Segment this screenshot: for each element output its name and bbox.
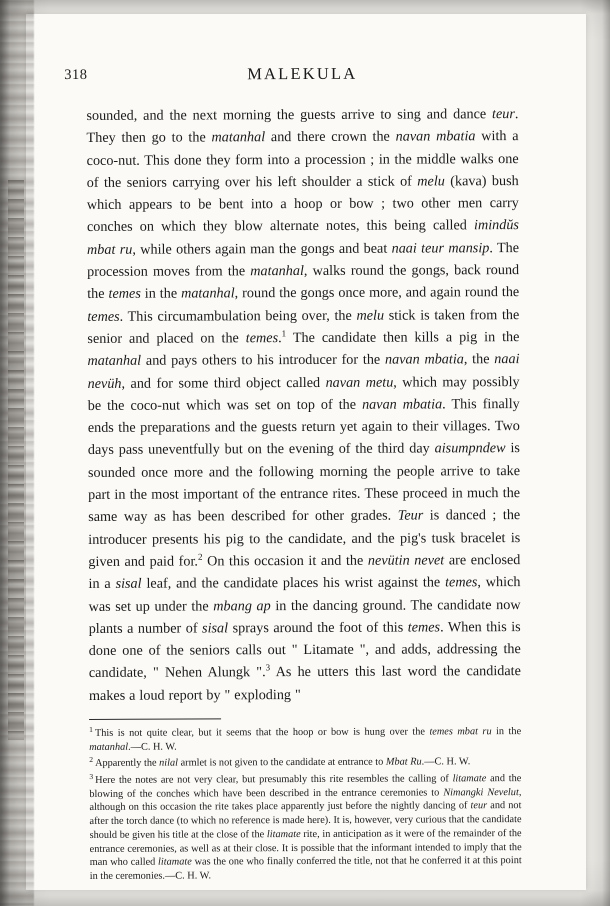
footnote-divider [89,718,221,720]
body-paragraph: sounded, and the next morning the guests arrive to sing and dance teur. They then go to the matanhal and there crown the navan mbatia with a coco-nut. This done they form into a procession ; in the middle walks one of the seniors carrying over his left shoulder a stick of melu (kava) bush which appears to be bent into a hoop or bow ; two other men carry conches on which they blow alternate notes, this being called imindŭs mbat ru, while others again man the gongs and beat naai teur mansip. The procession moves from the matanhal, walks round the gongs, back round the temes in the matanhal, round the gongs once more, and again round the temes. This circumambulation being over, the melu stick is taken from the senior and placed on the temes.$^1$ The candidate then kills a pig in the matanhal and pays others to his introducer for the navan mbatia, the naai nevüh, and for some third object called navan metu, which may possibly be the coco-nut which was set on top of the navan mbatia. This finally ends the preparations and the guests return yet again to their villages. Two days pass uneventfully but on the evening of the third day aisumpndew is sounded once more and the following morning the people arrive to take part in the most important of the entrance rites. These proceed in much the same way as has been described for other grades. Teur is danced ; the introducer presents his pig to the candidate, and the pig's tusk bracelet is given and paid for.$^2$ On this occasion it and the nevütin nevet are enclosed in a sisal leaf, and the candidate places his wrist against the temes, which was set up under the mbang ap in the dancing ground. The candidate now plants a number of sisal sprays around the foot of this temes. When this is done one of the seniors calls out " Litamate ", and adds, addressing the candidate, " Nehen Alungk ".$^3$ As he utters this last word the candidate makes a loud report by " exploding " [86,106,521,704]
page-header [64,59,518,95]
footnote-text: Here the notes are not very clear, but presumably this rite resembles the calling of litamate and the blowing of the conches which have been described in the entrance ceremonies to Nimangki Nevelut, although on this occasion the rite takes place apparently just before the nightly dancing of teur and not after the torch dance (to which no reference is made here). It is, however, very curious that the candidate should be given his title at the close of the litamate rite, in anticipation as it were of the remainder of the entrance ceremonies, as well as at their close. It is possible that the informant intended to imply that the man who called litamate was the one who finally conferred the title, not that he conferred it at this point in the ceremonies.—C. H. W. [89,773,522,882]
footnote-item [89,772,521,883]
page-number: 318 [64,66,88,84]
footnote-marker: 1 [89,724,93,734]
footnote-marker: 2 [89,754,94,764]
body-text [86,103,521,707]
footnotes-block [89,725,522,883]
footnote-text: Apparently the nilal armlet is not given to the candidate at entrance to Mbat Ru.—C. H. W. [95,756,471,770]
footnote-marker: 3 [89,771,94,781]
page-content [64,59,522,886]
footnote-item [89,755,521,771]
running-head: MALEKULA [247,63,358,84]
footnote-item [89,725,521,754]
footnote-text: This is not quite clear, but it seems that the hoop or bow is hung over the temes mbat ru in the matanhal.—C. H. W. [89,726,522,753]
page-edge-artifacts [8,180,24,740]
